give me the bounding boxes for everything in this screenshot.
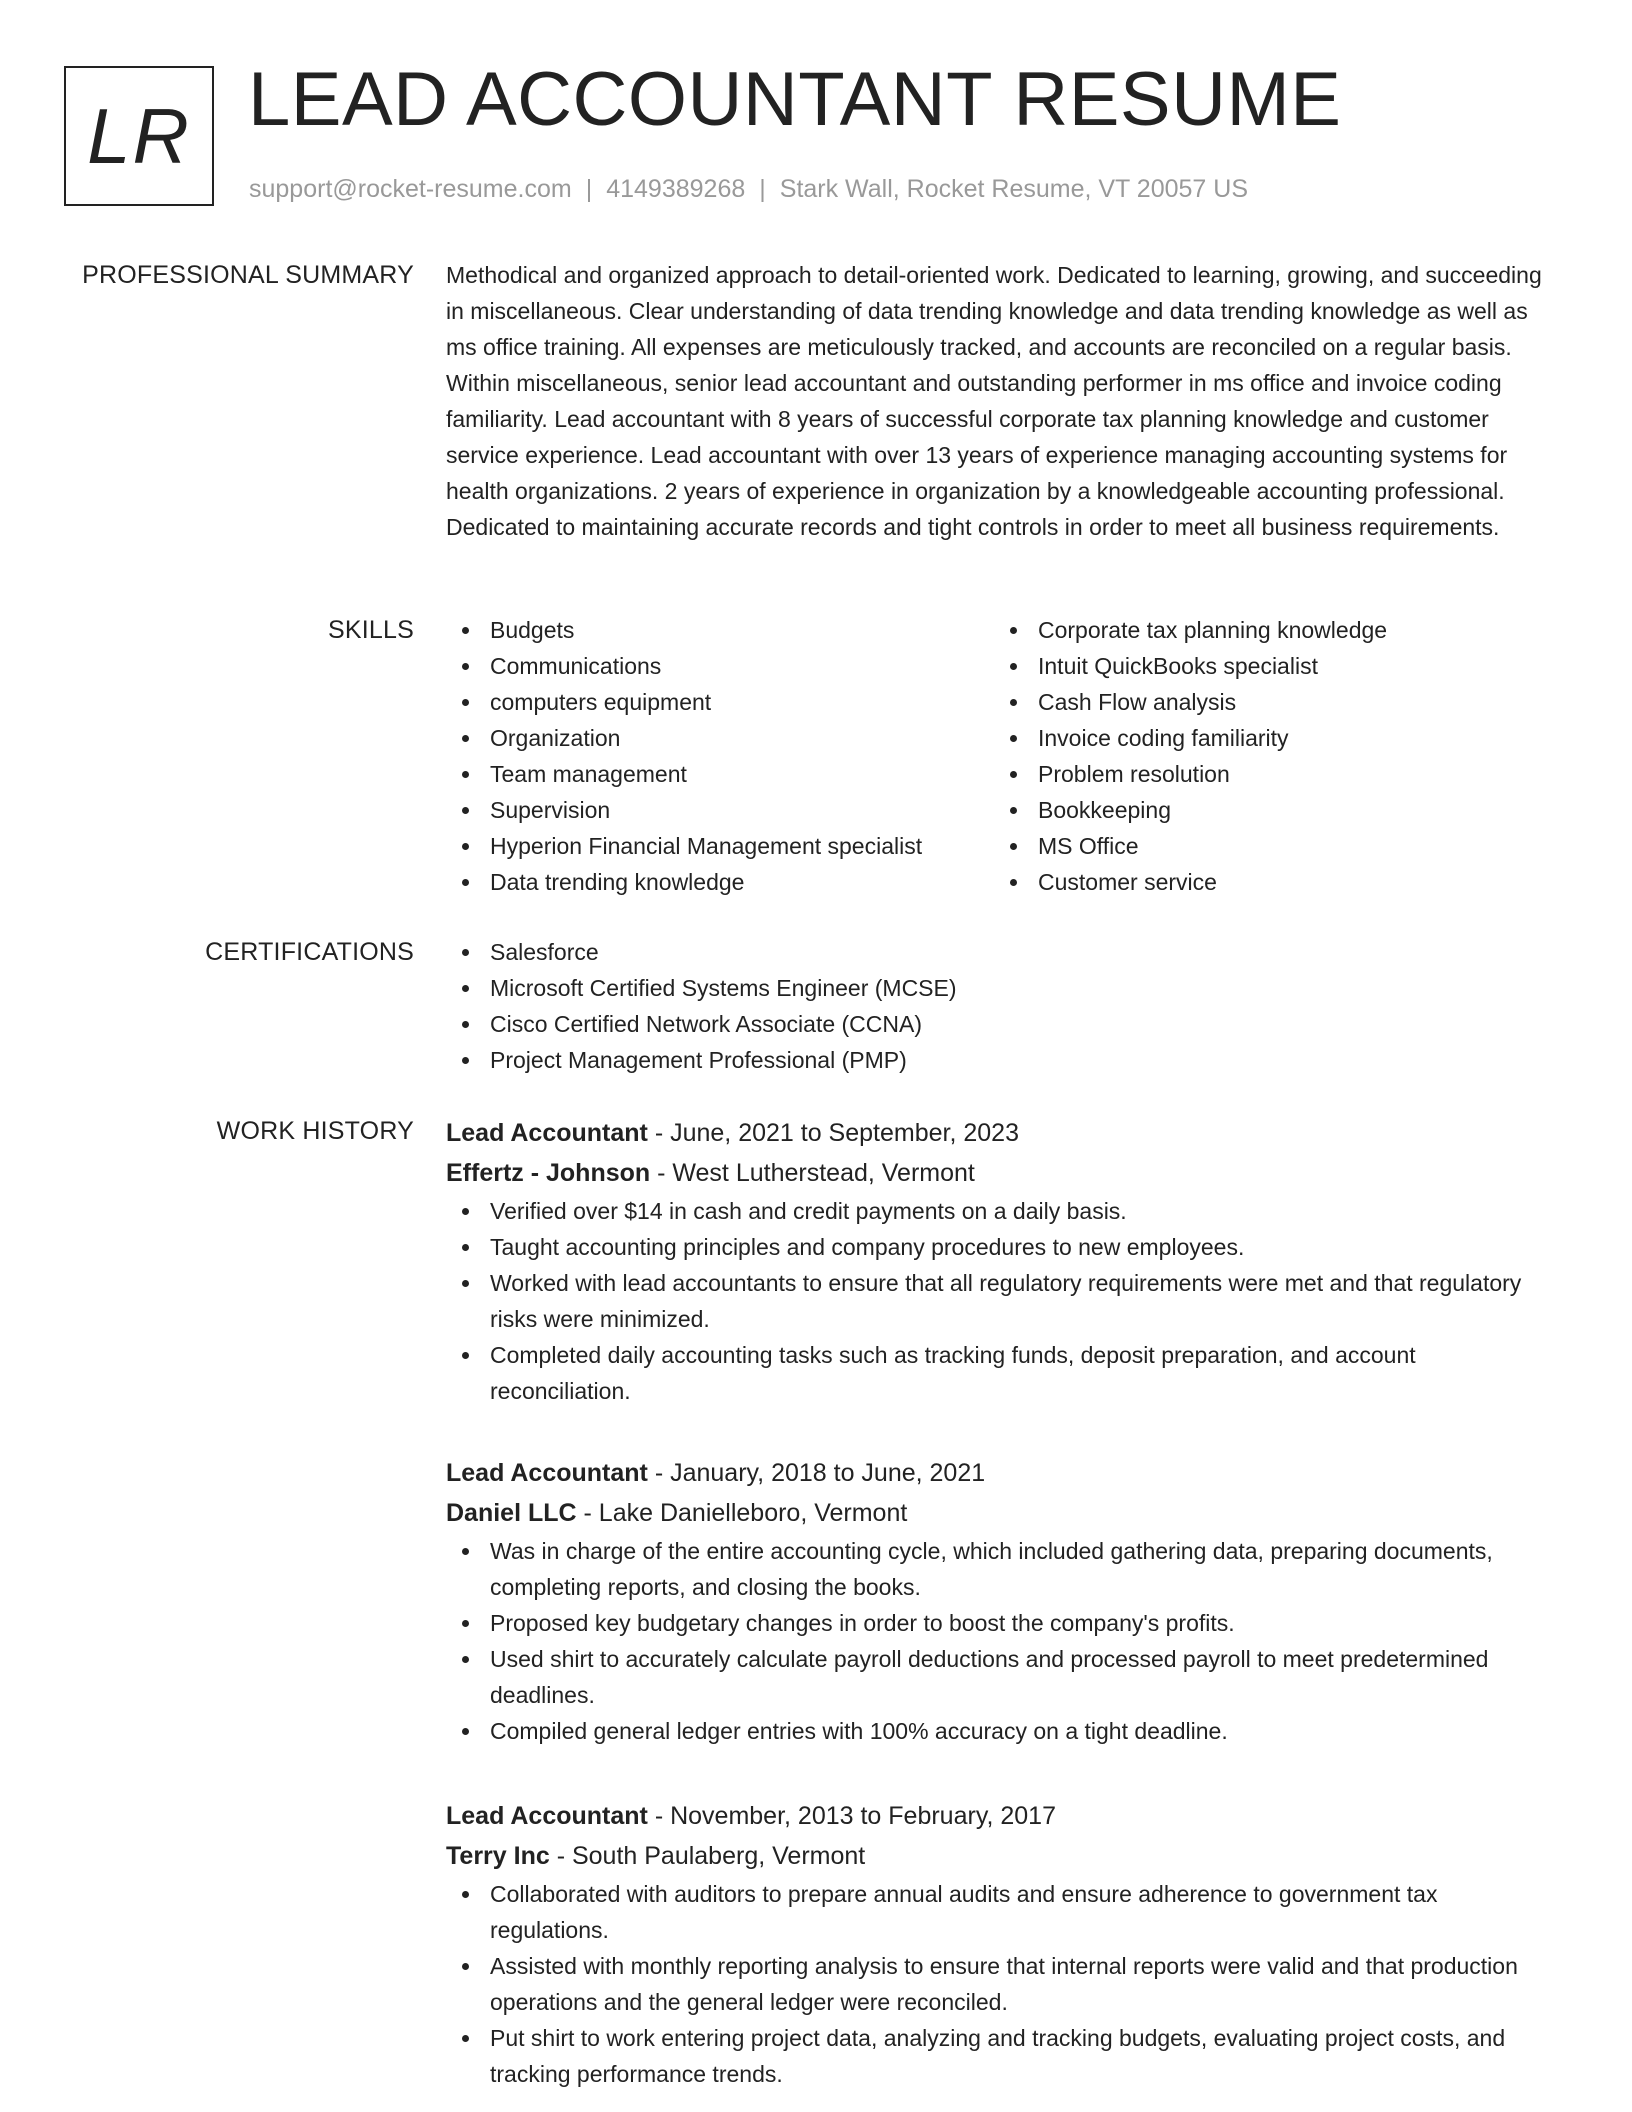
job-duty: Assisted with monthly reporting analysis to ensure that internal reports were valid and that production operations and the general ledger were reconciled. <box>446 1948 1558 2020</box>
job-entry <box>446 1113 1558 1409</box>
work-history-body <box>446 1453 1558 1749</box>
skill-item: Invoice coding familiarity <box>994 720 1542 756</box>
certification-item: Microsoft Certified Systems Engineer (MCSE) <box>446 970 1558 1006</box>
contact-line <box>249 174 1248 204</box>
job-duty: Verified over $14 in cash and credit payments on a daily basis. <box>446 1193 1558 1229</box>
job-company-line <box>446 1493 1558 1533</box>
summary-heading: PROFESSIONAL SUMMARY <box>82 261 414 289</box>
skill-item: Intuit QuickBooks specialist <box>994 648 1542 684</box>
contact-separator: | <box>759 175 766 203</box>
job-company: Terry Inc <box>446 1842 550 1870</box>
skills-grid <box>446 612 1558 900</box>
job-duty: Proposed key budgetary changes in order to boost the company's profits. <box>446 1605 1558 1641</box>
job-title-line <box>446 1796 1558 1836</box>
skill-item: MS Office <box>994 828 1542 864</box>
work-history-heading: WORK HISTORY <box>216 1117 414 1145</box>
job-company: Effertz - Johnson <box>446 1159 651 1187</box>
summary-body <box>446 257 1558 545</box>
job-location: - Lake Danielleboro, Vermont <box>576 1499 908 1527</box>
contact-address: Stark Wall, Rocket Resume, VT 20057 US <box>779 175 1249 203</box>
skills-column-left <box>446 612 994 900</box>
job-duties-list <box>446 1876 1558 2092</box>
contact-separator: | <box>585 175 593 203</box>
skills-body <box>446 612 1558 900</box>
contact-phone: 4149389268 <box>606 175 746 203</box>
skill-item: Cash Flow analysis <box>994 684 1542 720</box>
skill-item: Problem resolution <box>994 756 1542 792</box>
job-dates: - June, 2021 to September, 2023 <box>647 1119 1019 1147</box>
certification-item: Project Management Professional (PMP) <box>446 1042 1558 1078</box>
skills-heading: SKILLS <box>328 616 414 644</box>
certifications-list <box>446 934 1558 1078</box>
skill-item: Customer service <box>994 864 1542 900</box>
work-history-body <box>446 1796 1558 2092</box>
job-duty: Completed daily accounting tasks such as tracking funds, deposit preparation, and account reconciliation. <box>446 1337 1558 1409</box>
summary-text: Methodical and organized approach to detail-oriented work. Dedicated to learning, growing, and succeeding in miscellaneous. Clear understanding of data trending knowledge and data trending knowledge as well as ms office training. All expenses are meticulously tracked, and accounts are reconciled on a regular basis. Within miscellaneous, senior lead accountant and outstanding performer in ms office and invoice coding familiarity. Lead accountant with 8 years of successful corporate tax planning knowledge and customer service experience. Lead accountant with over 13 years of experience managing accounting systems for health organizations. 2 years of experience in organization by a knowledgeable accounting professional. Dedicated to maintaining accurate records and tight controls in order to meet all business requirements. <box>446 262 1542 540</box>
skill-item: Hyperion Financial Management specialist <box>446 828 994 864</box>
job-dates: - November, 2013 to February, 2017 <box>647 1802 1056 1830</box>
job-duties-list <box>446 1533 1558 1749</box>
job-duty: Taught accounting principles and company procedures to new employees. <box>446 1229 1558 1265</box>
skill-item: Communications <box>446 648 994 684</box>
skill-item: Bookkeeping <box>994 792 1542 828</box>
certifications-heading: CERTIFICATIONS <box>205 938 414 966</box>
job-title-line <box>446 1113 1558 1153</box>
job-location: - South Paulaberg, Vermont <box>549 1842 866 1870</box>
job-duty: Used shirt to accurately calculate payroll deductions and processed payroll to meet predetermined deadlines. <box>446 1641 1558 1713</box>
job-duties-list <box>446 1193 1558 1409</box>
skills-list-left <box>446 612 994 900</box>
job-title: Lead Accountant <box>446 1459 648 1487</box>
monogram-initials: LR <box>87 92 191 180</box>
job-title-line <box>446 1453 1558 1493</box>
certification-item: Cisco Certified Network Associate (CCNA) <box>446 1006 1558 1042</box>
job-duty: Was in charge of the entire accounting cycle, which included gathering data, preparing documents, completing reports, and closing the books. <box>446 1533 1558 1605</box>
job-title: Lead Accountant <box>446 1802 648 1830</box>
job-entry <box>446 1796 1558 2092</box>
resume-title: LEAD ACCOUNTANT RESUME <box>248 57 1342 142</box>
skills-column-right <box>994 612 1542 900</box>
job-duty: Collaborated with auditors to prepare annual audits and ensure adherence to government tax regulations. <box>446 1876 1558 1948</box>
job-duty: Compiled general ledger entries with 100% accuracy on a tight deadline. <box>446 1713 1558 1749</box>
skill-item: Supervision <box>446 792 994 828</box>
certifications-body <box>446 934 1558 1078</box>
job-entry <box>446 1453 1558 1749</box>
skill-item: Budgets <box>446 612 994 648</box>
job-dates: - January, 2018 to June, 2021 <box>647 1459 986 1487</box>
skills-list-right <box>994 612 1542 900</box>
work-history-body <box>446 1113 1558 1409</box>
job-company-line <box>446 1153 1558 1193</box>
job-duty: Worked with lead accountants to ensure that all regulatory requirements were met and that regulatory risks were minimized. <box>446 1265 1558 1337</box>
job-company: Daniel LLC <box>446 1499 577 1527</box>
skill-item: computers equipment <box>446 684 994 720</box>
skill-item: Corporate tax planning knowledge <box>994 612 1542 648</box>
job-location: - West Lutherstead, Vermont <box>650 1159 975 1187</box>
skill-item: Data trending knowledge <box>446 864 994 900</box>
job-company-line <box>446 1836 1558 1876</box>
job-title: Lead Accountant <box>446 1119 648 1147</box>
skill-item: Team management <box>446 756 994 792</box>
certification-item: Salesforce <box>446 934 1558 970</box>
skill-item: Organization <box>446 720 994 756</box>
job-duty: Put shirt to work entering project data, analyzing and tracking budgets, evaluating project costs, and tracking performance trends. <box>446 2020 1558 2092</box>
contact-email: support@rocket-resume.com <box>249 175 572 203</box>
monogram-box <box>64 66 214 206</box>
